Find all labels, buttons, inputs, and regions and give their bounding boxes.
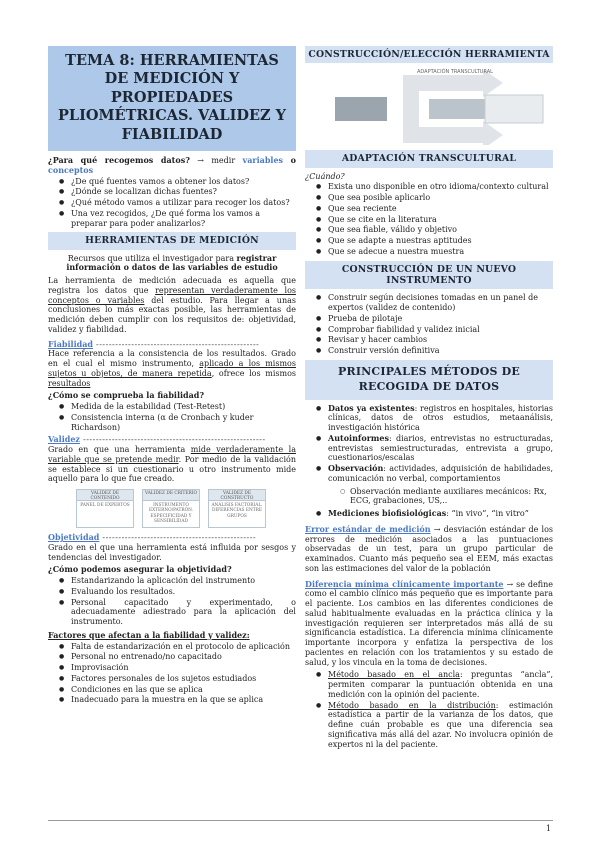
diagram-title: VALIDEZ DE CONSTRUCTO [208, 489, 266, 501]
error-paragraph: Error estándar de medición → desviación estándar de los errores de medición asociados a las puntuaciones observadas de un test, para un grupo particular de examinados. Cuanto más pequeño sea el EEM, más exactas son las estimaciones del valor de la población [305, 523, 553, 573]
diagram-column [76, 489, 134, 528]
list-item: ● Que sea reciente [305, 204, 553, 214]
list-item: ● Consistencia interna (α de Cronbach y kuder Richardson) [48, 413, 296, 433]
fiabilidad-paragraph: Hace referencia a la consistencia de los resultados. Grado en el cual el mismo instrumento, aplicado a los mismos sujetos u objetos, de manera repetida, ofrece los mismos resultados [48, 349, 297, 388]
objetividad-paragraph: Grado en el que una herramienta está influida por sesgos y tendencias del investigador. [48, 542, 296, 562]
list-item: ● Datos ya existentes: registros en hospitales, historias clínicas, datos de otros estudios, metaanálisis, investigación histórica [305, 404, 553, 433]
list-item: ● Inadecuado para la muestra en la que se aplica [48, 695, 296, 705]
list-item: ● Mediciones biofisiológicas: “in vivo”, “in vitro” [305, 509, 553, 519]
construccion-heading: CONSTRUCCIÓN/ELECCIÓN HERRAMIENTA [305, 46, 553, 63]
list-item: ● Que se adecue a nuestra muestra [305, 247, 553, 257]
metodos-heading: PRINCIPALES MÉTODOS DE RECOGIDA DE DATOS [305, 360, 553, 400]
intro-question: ¿Para qué recogemos datos? → medir variables o conceptos [48, 155, 296, 175]
footer-divider [48, 820, 553, 821]
diagram-body: INSTRUMENTO EXTERNO/PATRÓN. ESPECIFICIDAD Y SENSIBILIDAD [142, 501, 200, 528]
list-item: ● Factores personales de los sujetos estudiados [48, 674, 296, 684]
objetividad-question: ¿Cómo podemos asegurar la objetividad? [48, 564, 232, 575]
list-item: ○ Observación mediante auxiliares mecánicos: Rx, ECG, grabaciones, US,.. [305, 487, 553, 507]
fiabilidad-heading: Fiabilidad --------------------------------------------------- [48, 339, 260, 349]
list-item: ● Observación: actividades, adquisición de habilidades, comunicación no verbal, comportamientos [305, 464, 553, 484]
nuevo-list [305, 293, 553, 356]
adaptacion-list [305, 182, 553, 256]
list-item: ● Personal capacitado y experimentado, o adecuadamente adiestrado para la aplicación del instrumento. [48, 598, 296, 627]
list-item: ● Estandarizando la aplicación del instrumento [48, 576, 296, 586]
diagram-body: PANEL DE EXPERTOS [76, 501, 134, 528]
page-number: 1 [546, 824, 552, 833]
list-item: ● Método basado en la distribución: estimación estadística a partir de la varianza de los datos, que define cuán probable es que una diferencia sea significativa más allá del azar. No involucra opinión de expertos ni la del paciente. [305, 701, 553, 750]
objetividad-list [48, 576, 296, 627]
metodos-list-end [305, 509, 553, 519]
fiabilidad-list [48, 402, 296, 432]
list-item: ● ¿Dónde se localizan dichas fuentes? [48, 187, 296, 197]
factores-heading: Factores que afectan a la fiabilidad y validez: [48, 629, 250, 640]
diagram-body: ANÁLISIS FACTORIAL. DIFERENCIAS ENTRE GRUPOS [208, 501, 266, 528]
herramientas-lead: Recursos que utiliza el investigador para registrar información o datos de las variables de estudio [66, 252, 278, 273]
list-item: ● Comprobar fiabilidad y validez inicial [305, 325, 553, 335]
metodos-list [305, 404, 553, 484]
list-item: ● Una vez recogidos, ¿De qué forma los vamos a preparar para poder analizarlos? [48, 209, 296, 229]
list-item: ● Construir según decisiones tomadas en un panel de expertos (validez de contenido) [305, 293, 553, 313]
herramientas-heading: HERRAMIENTAS DE MEDICIÓN [48, 232, 296, 249]
right-column [305, 46, 553, 752]
process-graphic [333, 67, 547, 145]
list-item: ● Prueba de pilotaje [305, 314, 553, 324]
diagram-column [208, 489, 266, 528]
graphic-label: ADAPTACIÓN TRANSCULTURAL [417, 69, 493, 76]
diagram-title: VALIDEZ DE CONTENIDO [76, 489, 134, 501]
observacion-sublist [305, 487, 553, 507]
dmci-list [305, 670, 553, 749]
list-item: ● Improvisación [48, 663, 296, 673]
list-item: ● Evaluando los resultados. [48, 587, 296, 597]
process-arrow-graphic [333, 67, 547, 145]
list-item: ● Que se cite en la literatura [305, 215, 553, 225]
list-item: ● Revisar y hacer cambios [305, 335, 553, 345]
list-item: ● Autoinformes: diarios, entrevistas no estructuradas, entrevistas semiestructuradas, entrevista a grupo, cuestionarios/escalas [305, 434, 553, 463]
validez-heading: Validez --------------------------------------------------------- [48, 435, 266, 445]
list-item: ● Construir versión definitiva [305, 346, 553, 356]
herramientas-paragraph: La herramienta de medición adecuada es aquella que registra los datos que representan verdaderamente los conceptos o variables del estudio. Para llegar a unas conclusiones lo más exactas posible, las herramientas de medición deben cumplir con los requisitos de: objetividad, validez y fiabilidad. [48, 276, 296, 334]
factores-list [48, 642, 296, 706]
list-item: ● Personal no entrenado/no capacitado [48, 652, 296, 662]
diagram-title: VALIDEZ DE CRITERIO [142, 489, 200, 501]
adaptacion-question: ¿Cuándo? [305, 171, 345, 181]
validez-diagram [76, 489, 266, 528]
fiabilidad-question: ¿Cómo se comprueba la fiabilidad? [48, 390, 205, 401]
diagram-column [142, 489, 200, 528]
list-item: ● Medida de la estabilidad (Test-Retest) [48, 402, 296, 412]
page-title: TEMA 8: HERRAMIENTAS DE MEDICIÓN Y PROPIEDADES PLIOMÉTRICAS. VALIDEZ Y FIABILIDAD [48, 46, 296, 151]
list-item: ● Falta de estandarización en el protocolo de aplicación [48, 642, 296, 652]
list-item: ● Método basado en el ancla: preguntas “ancla”, permiten comparar la puntuación obtenida en una medición con la opinión del paciente. [305, 670, 553, 699]
list-item: ● Exista uno disponible en otro idioma/contexto cultural [305, 182, 553, 192]
list-item: ● Que se adapte a nuestras aptitudes [305, 236, 553, 246]
objetividad-heading: Objetividad ------------------------------------------------ [48, 533, 257, 543]
validez-paragraph: Grado en que una herramienta mide verdaderamente la variable que se pretende medir. Por medio de la validación se establece si un cuestionario u otro instrumento mide aquello para lo que fue creado. [48, 445, 296, 484]
intro-list [48, 177, 296, 229]
list-item: ● Que sea posible aplicarlo [305, 193, 553, 203]
list-item: ● ¿Qué método vamos a utilizar para recoger los datos? [48, 198, 296, 208]
list-item: ● Que sea fiable, válido y objetivo [305, 225, 553, 235]
dmci-paragraph: Diferencia mínima clínicamente importante → se define como el cambio clínico más pequeño que es importante para el paciente. Los cambios en las diferentes condiciones de salud habitualmente evaluadas en la práctica clínica y la investigación requieren ser interpretados más allá de su significancia estadística. La diferencia mínima clínicamente importante incorpora y enfatiza la perspectiva de los pacientes en relación con los tratamientos y su estado de salud, y los vincula en la toma de decisiones. [305, 578, 554, 667]
list-item: ● ¿De qué fuentes vamos a obtener los datos? [48, 177, 296, 187]
list-item: ● Condiciones en las que se aplica [48, 685, 296, 695]
nuevo-instrumento-heading: CONSTRUCCIÓN DE UN NUEVO INSTRUMENTO [305, 261, 553, 290]
adaptacion-heading: ADAPTACIÓN TRANSCULTURAL [305, 150, 553, 167]
left-column [48, 46, 296, 708]
